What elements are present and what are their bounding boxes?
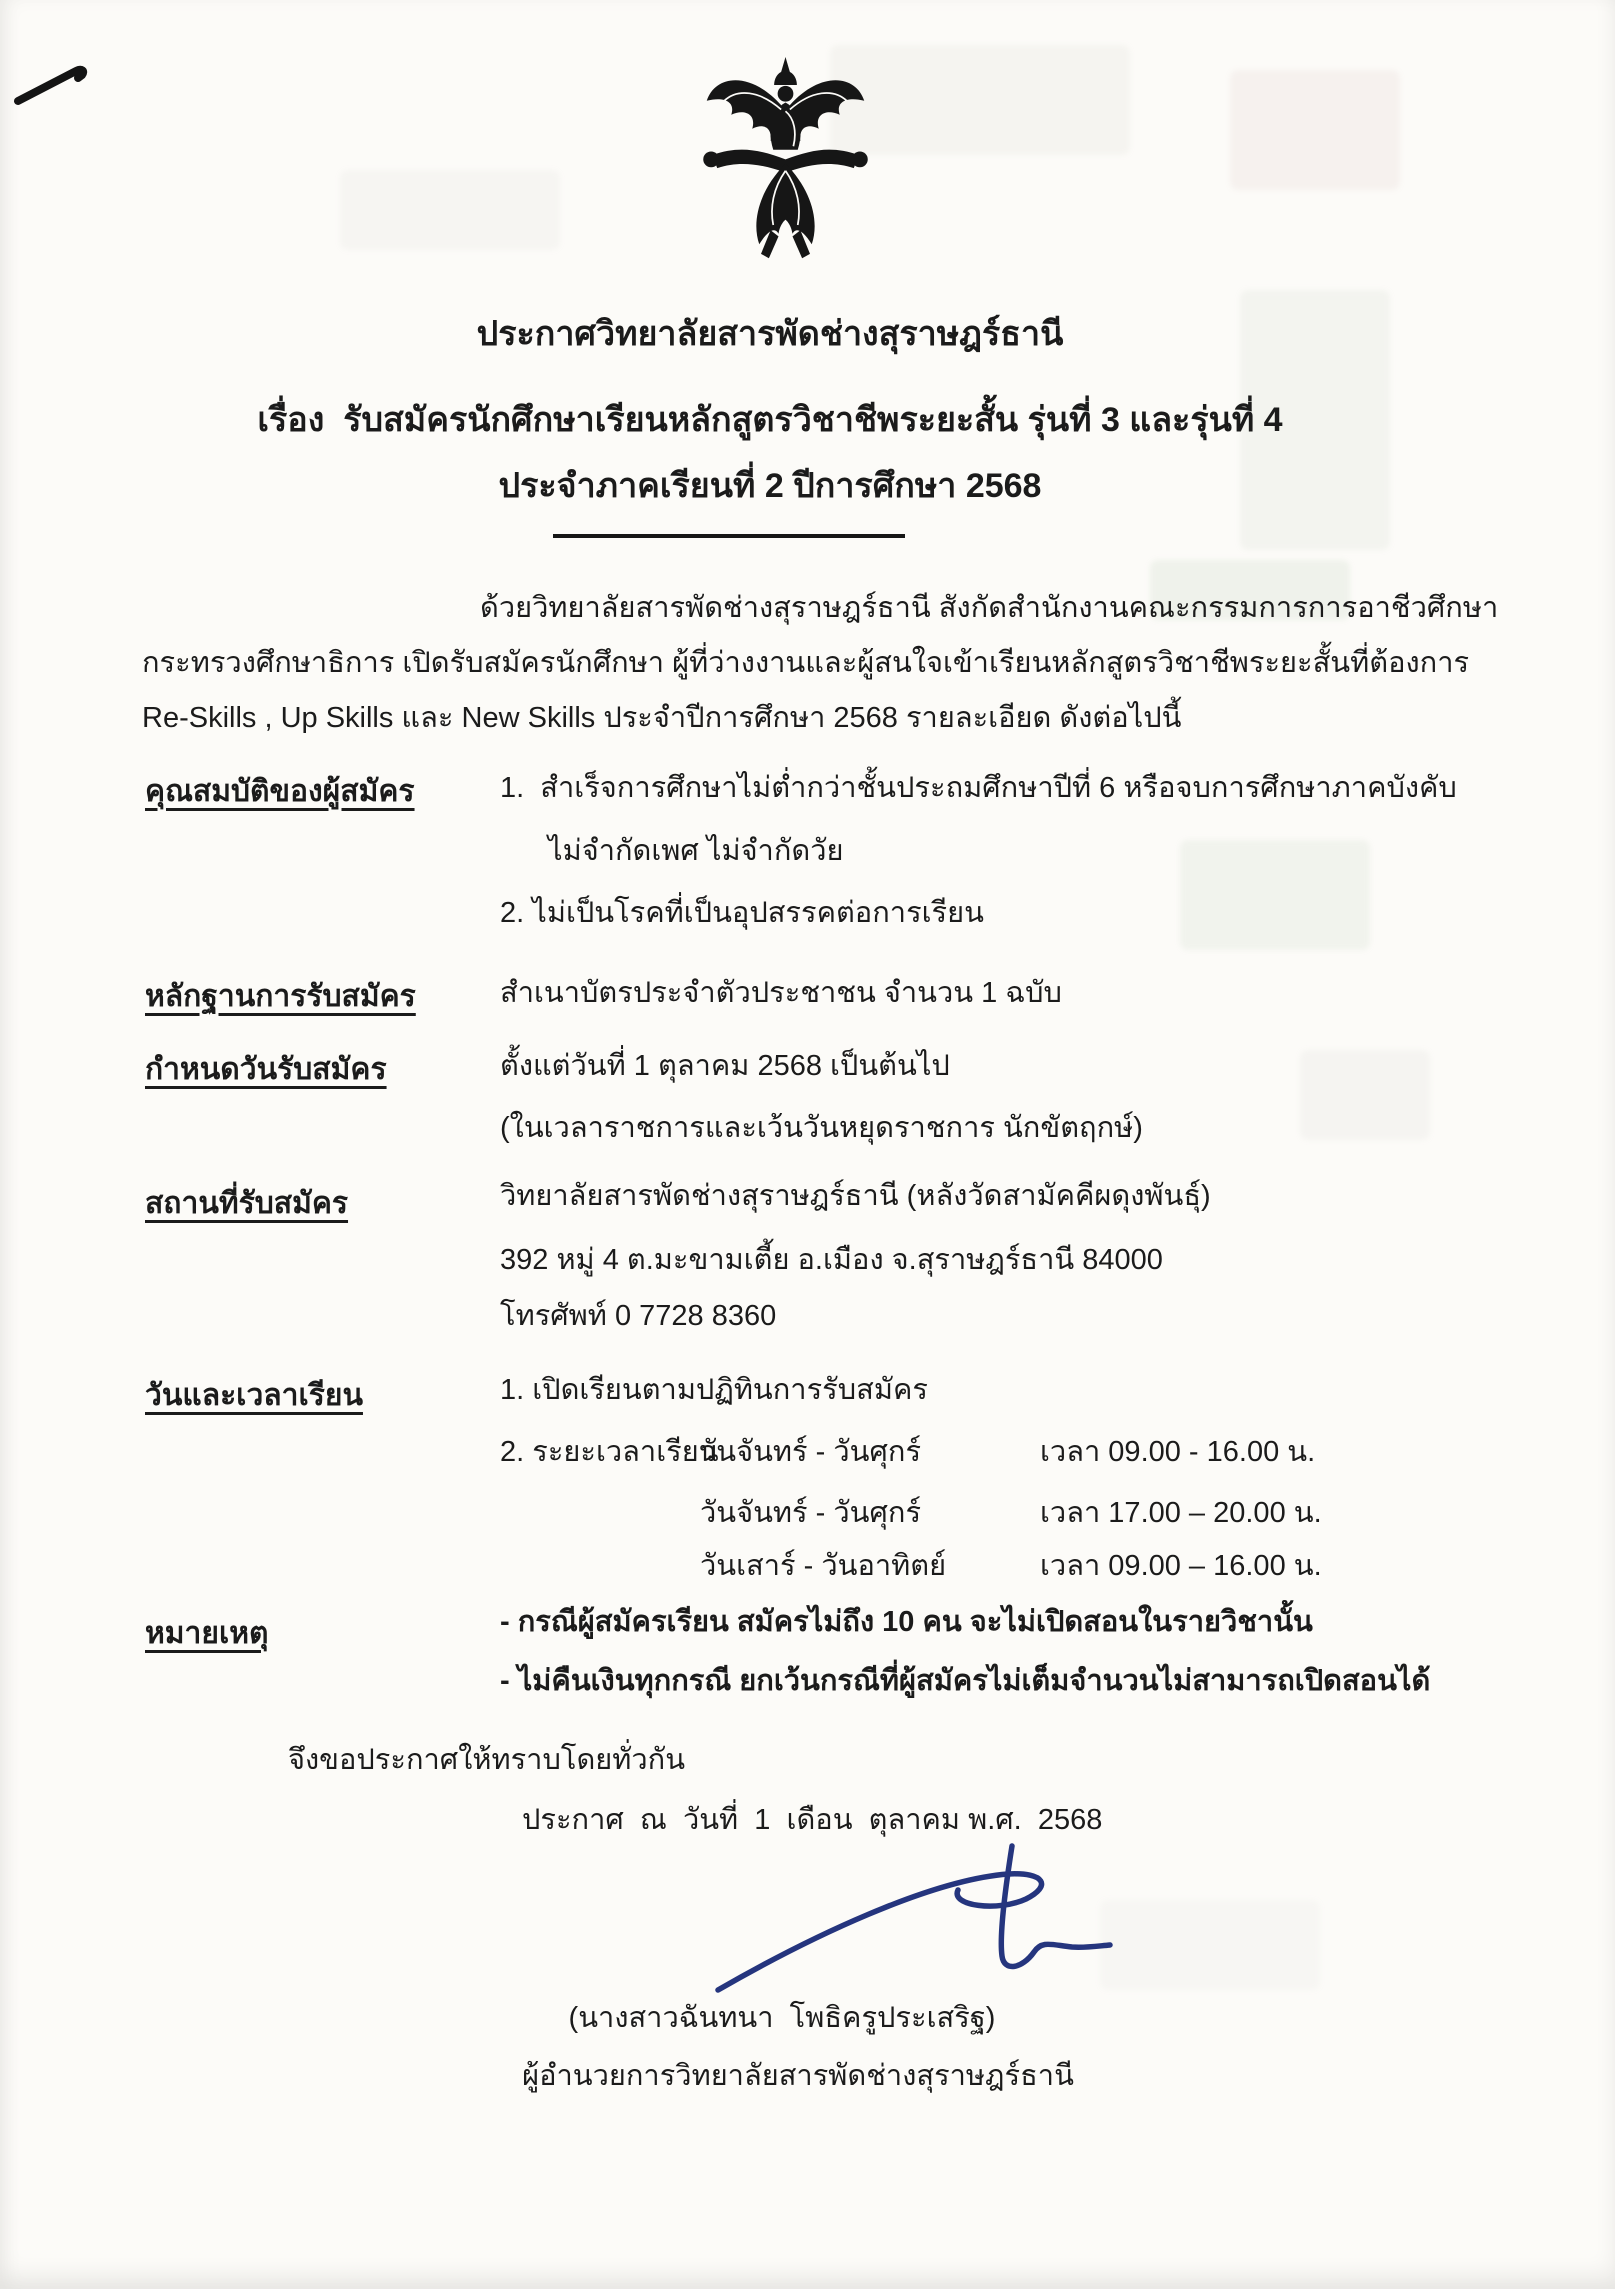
- qualification-item-1-cont: ไม่จำกัดเพศ ไม่จำกัดวัย: [548, 835, 844, 867]
- study-time-item-2-prefix: 2. ระยะเวลาเรียน: [500, 1436, 719, 1468]
- intro-line-2: กระทรวงศึกษาธิการ เปิดรับสมัครนักศึกษา ผู้ที่ว่างงานและผู้สนใจเข้าเรียนหลักสูตรวิชาชีพระยะสั้นที่ต้องการ: [142, 647, 1470, 679]
- signatory-title: ผู้อำนวยการวิทยาลัยสารพัดช่างสุราษฎร์ธานี: [522, 2060, 1074, 2092]
- bleedthrough-mark: [830, 45, 1130, 155]
- section-label-evidence: หลักฐานการรับสมัคร: [145, 980, 416, 1013]
- dates-line-2: (ในเวลาราชการและเว้นวันหยุดราชการ นักขัตฤกษ์): [500, 1112, 1143, 1144]
- schedule-row-days: วันจันทร์ - วันศุกร์: [700, 1497, 922, 1529]
- bleedthrough-mark: [1100, 1900, 1320, 1990]
- closing-announce-line: จึงขอประกาศให้ทราบโดยทั่วกัน: [288, 1744, 686, 1776]
- intro-line-1: ด้วยวิทยาลัยสารพัดช่างสุราษฎร์ธานี สังกัดสำนักงานคณะกรรมการการอาชีวศึกษา: [480, 592, 1499, 624]
- qualification-item-2: 2. ไม่เป็นโรคที่เป็นอุปสรรคต่อการเรียน: [500, 897, 984, 929]
- title-divider-rule: [553, 534, 905, 538]
- schedule-row-days: วันเสาร์ - วันอาทิตย์: [700, 1550, 947, 1582]
- location-line-2: 392 หมู่ 4 ต.มะขามเตี้ย อ.เมือง จ.สุราษฎร์ธานี 84000: [500, 1244, 1163, 1276]
- section-label-dates: กำหนดวันรับสมัคร: [145, 1053, 387, 1086]
- signatory-name: (นางสาวฉันทนา โพธิครูประเสริฐ): [568, 2002, 996, 2034]
- dates-line-1: ตั้งแต่วันที่ 1 ตุลาคม 2568 เป็นต้นไป: [500, 1050, 950, 1082]
- schedule-row-time: เวลา 09.00 - 16.00 น.: [1040, 1436, 1316, 1468]
- intro-line-3: Re-Skills , Up Skills และ New Skills ประจำปีการศึกษา 2568 รายละเอียด ดังต่อไปนี้: [142, 702, 1182, 734]
- schedule-row-time: เวลา 09.00 – 16.00 น.: [1040, 1550, 1322, 1582]
- bleedthrough-mark: [1180, 840, 1370, 950]
- schedule-row-days: วันจันทร์ - วันศุกร์: [700, 1436, 922, 1468]
- section-label-qualifications: คุณสมบัติของผู้สมัคร: [145, 775, 415, 808]
- qualification-item-1: 1. สำเร็จการศึกษาไม่ต่ำกว่าชั้นประถมศึกษาปีที่ 6 หรือจบการศึกษาภาคบังคับ: [500, 772, 1457, 804]
- section-label-location: สถานที่รับสมัคร: [145, 1187, 349, 1220]
- location-line-3: โทรศัพท์ 0 7728 8360: [500, 1300, 777, 1332]
- evidence-content: สำเนาบัตรประจำตัวประชาชน จำนวน 1 ฉบับ: [500, 977, 1062, 1009]
- study-time-item-1: 1. เปิดเรียนตามปฏิทินการรับสมัคร: [500, 1374, 928, 1406]
- remark-line-1: - กรณีผู้สมัครเรียน สมัครไม่ถึง 10 คน จะไม่เปิดสอนในรายวิชานั้น: [500, 1606, 1313, 1638]
- bleedthrough-mark: [1230, 70, 1400, 190]
- schedule-row-time: เวลา 17.00 – 20.00 น.: [1040, 1497, 1322, 1529]
- semester-line: ประจำภาคเรียนที่ 2 ปีการศึกษา 2568: [498, 467, 1042, 505]
- section-label-study-time: วันและเวลาเรียน: [145, 1379, 363, 1412]
- closing-date-line: ประกาศ ณ วันที่ 1 เดือน ตุลาคม พ.ศ. 2568: [522, 1804, 1103, 1836]
- pen-mark: [10, 45, 106, 111]
- garuda-emblem-icon: [698, 56, 873, 268]
- announcement-title: ประกาศวิทยาลัยสารพัดช่างสุราษฎร์ธานี: [476, 315, 1064, 353]
- bleedthrough-mark: [1300, 1050, 1430, 1140]
- subject-line: เรื่อง รับสมัครนักศึกษาเรียนหลักสูตรวิชาชีพระยะสั้น รุ่นที่ 3 และรุ่นที่ 4: [257, 401, 1283, 439]
- bleedthrough-mark: [340, 170, 560, 250]
- signature-ink: [700, 1842, 1130, 2012]
- location-line-1: วิทยาลัยสารพัดช่างสุราษฎร์ธานี (หลังวัดสามัคคีผดุงพันธุ์): [500, 1180, 1211, 1212]
- section-label-remark: หมายเหตุ: [145, 1617, 269, 1650]
- remark-line-2: - ไม่คืนเงินทุกกรณี ยกเว้นกรณีที่ผู้สมัครไม่เต็มจำนวนไม่สามารถเปิดสอนได้: [500, 1665, 1431, 1697]
